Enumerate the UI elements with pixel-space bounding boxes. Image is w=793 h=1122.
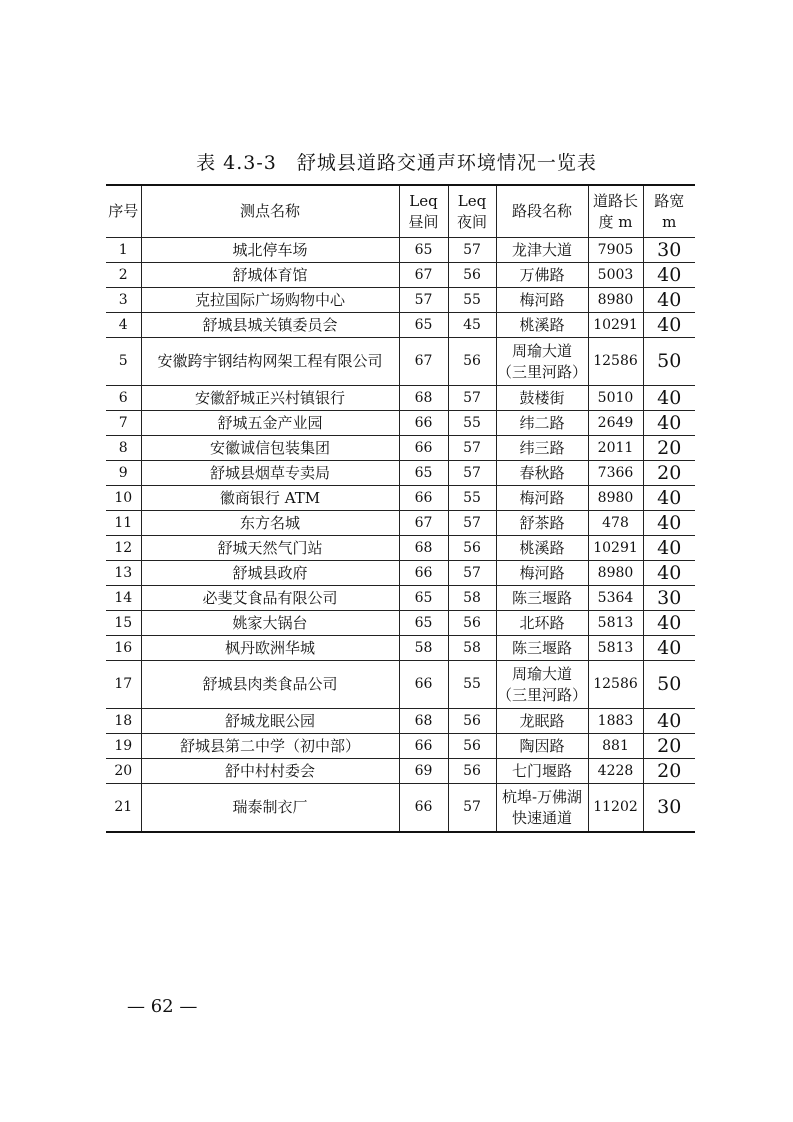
cell-leq-day: 58 (399, 636, 448, 661)
cell-site: 舒城体育馆 (141, 263, 399, 288)
header-road: 路段名称 (496, 185, 588, 238)
cell-leq-night: 57 (448, 561, 496, 586)
table-row (106, 636, 695, 661)
cell-width: 40 (643, 386, 695, 411)
cell-length: 4228 (588, 759, 643, 784)
cell-length: 5813 (588, 636, 643, 661)
cell-road: 周瑜大道 （三里河路） (496, 661, 588, 709)
cell-leq-night: 57 (448, 386, 496, 411)
cell-leq-day: 67 (399, 263, 448, 288)
table-row (106, 611, 695, 636)
cell-road: 纬三路 (496, 436, 588, 461)
cell-leq-day: 66 (399, 411, 448, 436)
cell-width: 40 (643, 411, 695, 436)
cell-road: 梅河路 (496, 486, 588, 511)
cell-width: 50 (643, 661, 695, 709)
cell-site: 安徽舒城正兴村镇银行 (141, 386, 399, 411)
cell-road: 龙津大道 (496, 238, 588, 263)
table-row (106, 436, 695, 461)
table-row (106, 386, 695, 411)
header-row (106, 185, 695, 238)
cell-site: 舒城天然气门站 (141, 536, 399, 561)
cell-width: 20 (643, 734, 695, 759)
cell-site: 舒中村村委会 (141, 759, 399, 784)
cell-length: 2011 (588, 436, 643, 461)
cell-length: 478 (588, 511, 643, 536)
cell-leq-day: 66 (399, 561, 448, 586)
cell-leq-day: 68 (399, 536, 448, 561)
table-row (106, 288, 695, 313)
cell-leq-day: 57 (399, 288, 448, 313)
header-leq-day: Leq 昼间 (399, 185, 448, 238)
cell-leq-night: 56 (448, 759, 496, 784)
cell-site: 舒城县第二中学（初中部） (141, 734, 399, 759)
noise-table (106, 184, 695, 833)
cell-length: 1883 (588, 709, 643, 734)
cell-length: 5364 (588, 586, 643, 611)
cell-leq-night: 57 (448, 436, 496, 461)
header-index: 序号 (106, 185, 141, 238)
table-row (106, 661, 695, 709)
cell-road: 桃溪路 (496, 313, 588, 338)
table-row (106, 313, 695, 338)
cell-site: 舒城县政府 (141, 561, 399, 586)
cell-site: 舒城县肉类食品公司 (141, 661, 399, 709)
cell-width: 30 (643, 586, 695, 611)
cell-site: 舒城县城关镇委员会 (141, 313, 399, 338)
cell-length: 8980 (588, 486, 643, 511)
table-row (106, 338, 695, 386)
cell-width: 40 (643, 709, 695, 734)
cell-width: 30 (643, 238, 695, 263)
cell-width: 40 (643, 636, 695, 661)
cell-leq-day: 67 (399, 338, 448, 386)
cell-index: 16 (106, 636, 141, 661)
cell-length: 11202 (588, 784, 643, 833)
table-row (106, 536, 695, 561)
cell-width: 40 (643, 536, 695, 561)
cell-index: 3 (106, 288, 141, 313)
cell-leq-night: 55 (448, 288, 496, 313)
cell-leq-night: 56 (448, 709, 496, 734)
cell-leq-day: 69 (399, 759, 448, 784)
cell-index: 18 (106, 709, 141, 734)
cell-index: 11 (106, 511, 141, 536)
cell-index: 12 (106, 536, 141, 561)
cell-leq-day: 66 (399, 784, 448, 833)
cell-index: 19 (106, 734, 141, 759)
cell-leq-night: 55 (448, 486, 496, 511)
cell-leq-night: 57 (448, 461, 496, 486)
cell-index: 2 (106, 263, 141, 288)
cell-leq-night: 55 (448, 661, 496, 709)
cell-length: 10291 (588, 536, 643, 561)
cell-site: 东方名城 (141, 511, 399, 536)
header-leq-night: Leq 夜间 (448, 185, 496, 238)
cell-road: 桃溪路 (496, 536, 588, 561)
cell-leq-day: 66 (399, 661, 448, 709)
cell-leq-night: 57 (448, 511, 496, 536)
header-length: 道路长 度 m (588, 185, 643, 238)
table-row (106, 461, 695, 486)
cell-width: 40 (643, 511, 695, 536)
cell-index: 1 (106, 238, 141, 263)
cell-leq-night: 56 (448, 536, 496, 561)
cell-leq-day: 65 (399, 461, 448, 486)
cell-length: 8980 (588, 561, 643, 586)
cell-length: 8980 (588, 288, 643, 313)
cell-leq-night: 56 (448, 611, 496, 636)
cell-length: 2649 (588, 411, 643, 436)
table-row (106, 263, 695, 288)
cell-leq-day: 68 (399, 386, 448, 411)
cell-site: 徽商银行 ATM (141, 486, 399, 511)
table-title: 表 4.3-3 舒城县道路交通声环境情况一览表 (196, 152, 597, 174)
cell-site: 安徽诚信包装集团 (141, 436, 399, 461)
table-row (106, 411, 695, 436)
table-row (106, 561, 695, 586)
cell-leq-day: 65 (399, 586, 448, 611)
cell-length: 7366 (588, 461, 643, 486)
cell-width: 20 (643, 461, 695, 486)
cell-leq-day: 65 (399, 238, 448, 263)
cell-width: 40 (643, 288, 695, 313)
cell-index: 14 (106, 586, 141, 611)
cell-road: 梅河路 (496, 288, 588, 313)
cell-index: 9 (106, 461, 141, 486)
cell-site: 城北停车场 (141, 238, 399, 263)
cell-width: 40 (643, 486, 695, 511)
cell-site: 姚家大锅台 (141, 611, 399, 636)
cell-leq-night: 57 (448, 238, 496, 263)
cell-index: 6 (106, 386, 141, 411)
cell-length: 10291 (588, 313, 643, 338)
cell-leq-night: 45 (448, 313, 496, 338)
cell-length: 7905 (588, 238, 643, 263)
cell-road: 纬二路 (496, 411, 588, 436)
cell-index: 5 (106, 338, 141, 386)
cell-length: 12586 (588, 338, 643, 386)
cell-leq-night: 58 (448, 586, 496, 611)
cell-road: 北环路 (496, 611, 588, 636)
cell-road: 梅河路 (496, 561, 588, 586)
cell-length: 881 (588, 734, 643, 759)
cell-road: 陈三堰路 (496, 636, 588, 661)
cell-width: 40 (643, 263, 695, 288)
cell-width: 20 (643, 759, 695, 784)
table-row (106, 784, 695, 833)
cell-width: 50 (643, 338, 695, 386)
cell-width: 20 (643, 436, 695, 461)
cell-index: 13 (106, 561, 141, 586)
cell-index: 21 (106, 784, 141, 833)
cell-site: 舒城五金产业园 (141, 411, 399, 436)
table-row (106, 486, 695, 511)
cell-road: 春秋路 (496, 461, 588, 486)
cell-site: 克拉国际广场购物中心 (141, 288, 399, 313)
cell-road: 陶因路 (496, 734, 588, 759)
cell-width: 40 (643, 313, 695, 338)
cell-road: 龙眠路 (496, 709, 588, 734)
cell-leq-night: 56 (448, 263, 496, 288)
table-row (106, 511, 695, 536)
cell-road: 舒茶路 (496, 511, 588, 536)
cell-site: 舒城龙眠公园 (141, 709, 399, 734)
table-row (106, 586, 695, 611)
table-row (106, 238, 695, 263)
cell-width: 40 (643, 561, 695, 586)
cell-length: 5003 (588, 263, 643, 288)
cell-index: 4 (106, 313, 141, 338)
table-row (106, 759, 695, 784)
cell-leq-night: 56 (448, 734, 496, 759)
cell-leq-night: 58 (448, 636, 496, 661)
cell-road: 万佛路 (496, 263, 588, 288)
cell-road: 周瑜大道 （三里河路） (496, 338, 588, 386)
cell-road: 杭埠-万佛湖 快速通道 (496, 784, 588, 833)
cell-site: 舒城县烟草专卖局 (141, 461, 399, 486)
cell-width: 40 (643, 611, 695, 636)
cell-index: 15 (106, 611, 141, 636)
cell-length: 12586 (588, 661, 643, 709)
cell-leq-night: 56 (448, 338, 496, 386)
cell-leq-day: 67 (399, 511, 448, 536)
cell-leq-day: 66 (399, 436, 448, 461)
cell-leq-night: 55 (448, 411, 496, 436)
table-body (106, 238, 695, 833)
cell-site: 必斐艾食品有限公司 (141, 586, 399, 611)
cell-site: 瑞泰制衣厂 (141, 784, 399, 833)
cell-site: 安徽跨宇钢结构网架工程有限公司 (141, 338, 399, 386)
cell-length: 5813 (588, 611, 643, 636)
cell-index: 10 (106, 486, 141, 511)
cell-leq-day: 65 (399, 313, 448, 338)
cell-road: 七门堰路 (496, 759, 588, 784)
cell-site: 枫丹欧洲华城 (141, 636, 399, 661)
cell-leq-day: 66 (399, 734, 448, 759)
cell-leq-day: 66 (399, 486, 448, 511)
header-width: 路宽 m (643, 185, 695, 238)
cell-width: 30 (643, 784, 695, 833)
cell-leq-night: 57 (448, 784, 496, 833)
cell-index: 7 (106, 411, 141, 436)
table-row (106, 734, 695, 759)
cell-road: 陈三堰路 (496, 586, 588, 611)
page-number: — 62 — (127, 996, 198, 1017)
cell-leq-day: 65 (399, 611, 448, 636)
cell-index: 8 (106, 436, 141, 461)
cell-index: 17 (106, 661, 141, 709)
cell-length: 5010 (588, 386, 643, 411)
cell-leq-day: 68 (399, 709, 448, 734)
table-row (106, 709, 695, 734)
cell-road: 鼓楼街 (496, 386, 588, 411)
cell-index: 20 (106, 759, 141, 784)
header-site: 测点名称 (141, 185, 399, 238)
